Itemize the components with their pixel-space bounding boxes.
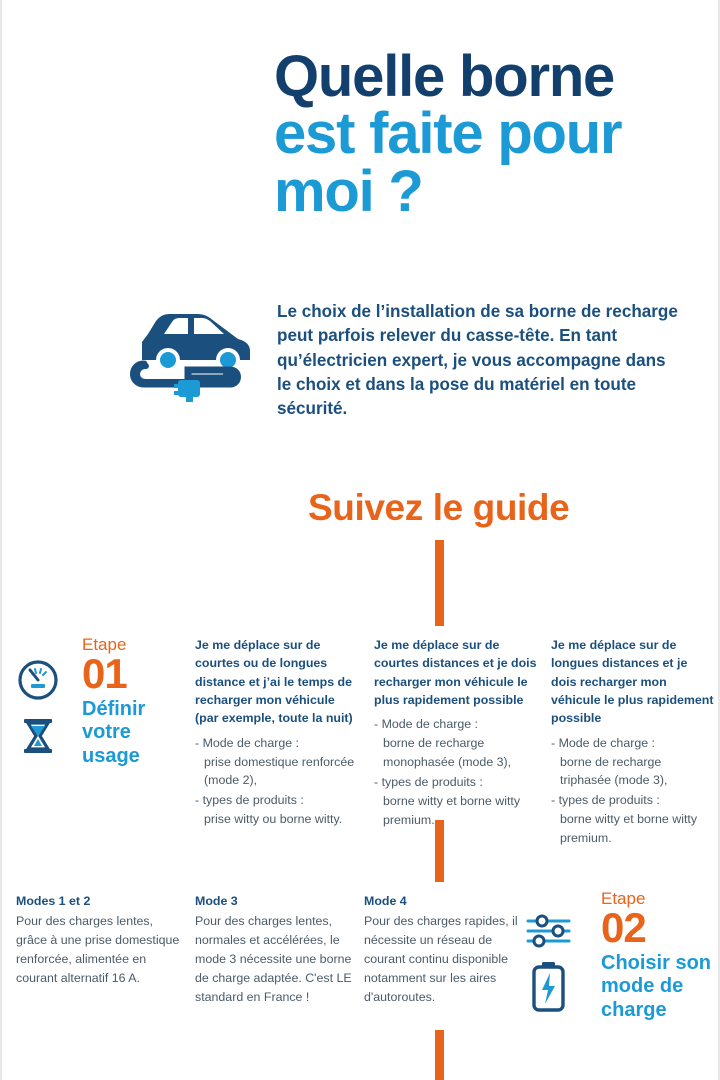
usage-column-2-list — [374, 715, 537, 829]
list-item: - Mode de charge : borne de recharge monophasée (mode 3), — [374, 717, 512, 770]
usage-column-2 — [374, 636, 537, 831]
step-block-02 — [525, 890, 711, 1023]
list-item: - Mode de charge : prise domestique renforcée (mode 2), — [195, 735, 355, 788]
usage-column-3-heading: Je me déplace sur de longues distances et je dois recharger mon véhicule le plus rapidement possible — [551, 638, 714, 726]
step-01-title: Définir votre usage — [82, 697, 146, 768]
list-item: - types de produits : borne witty et borne witty premium. — [551, 793, 698, 846]
list-item: - types de produits : prise witty ou borne witty. — [195, 793, 343, 827]
mode-column-3 — [364, 892, 530, 1007]
step-block-01 — [16, 636, 172, 769]
electric-car-plug-icon — [126, 296, 262, 402]
mode-column-3-body: Pour des charges rapides, il nécessite un réseau de courant continu disponible notamment sur les aires d'autoroutes. — [364, 913, 518, 1004]
page-title-line-1: Quelle borne — [274, 44, 615, 109]
mode-column-3-heading: Mode 4 — [364, 894, 407, 908]
list-item: - types de produits : borne witty et borne witty premium. — [374, 774, 521, 827]
usage-column-1-list — [195, 734, 358, 829]
step-01-label: Etape — [82, 635, 127, 654]
guide-heading: Suivez le guide — [308, 487, 570, 528]
usage-column-3-list — [551, 734, 714, 848]
usage-column-3 — [551, 636, 714, 849]
gauge-icon — [16, 658, 60, 702]
step-02-number: 02 — [601, 904, 646, 951]
sliders-icon — [525, 914, 575, 948]
step-01-number: 01 — [82, 650, 127, 697]
intro-paragraph: Le choix de l’installation de sa borne de recharge peut parfois relever du casse-tête. En tant qu’électricien expert, je vous accompagne dans le choix et dans la pose du matériel en toute sécurité. — [277, 302, 678, 419]
step-02-title: Choisir son mode de charge — [601, 951, 712, 1022]
mode-column-2-heading: Mode 3 — [195, 894, 238, 908]
mode-column-2-body: Pour des charges lentes, normales et accélérées, le mode 3 nécessite une borne de charge adaptée. C'est LE standard en France ! — [195, 913, 352, 1004]
page-title-line-3: moi ? — [274, 158, 423, 224]
usage-column-1-heading: Je me déplace sur de courtes ou de longues distance et j’ai le temps de recharger mon véhicule (par exemple, toute la nuit) — [195, 638, 353, 726]
mode-column-2 — [195, 892, 361, 1007]
page-title — [274, 44, 704, 224]
flow-connector-top — [435, 540, 444, 626]
flow-connector-bottom — [435, 1030, 444, 1080]
usage-column-2-heading: Je me déplace sur de courtes distances et je dois recharger mon véhicule le plus rapidement possible — [374, 638, 537, 708]
step-01-icons — [16, 658, 66, 758]
battery-charge-icon — [525, 960, 575, 1012]
mode-column-1 — [16, 892, 182, 988]
step-02-label: Etape — [601, 889, 646, 908]
mode-column-1-heading: Modes 1 et 2 — [16, 894, 91, 908]
mode-column-1-body: Pour des charges lentes, grâce à une prise domestique renforcée, alimentée en courant alternatif 16 A. — [16, 913, 180, 985]
hourglass-icon — [16, 714, 60, 758]
step-02-icons — [525, 914, 575, 1012]
list-item: - Mode de charge : borne de recharge triphasée (mode 3), — [551, 735, 668, 788]
usage-column-1 — [195, 636, 358, 830]
page-title-line-2: est faite pour — [274, 101, 622, 167]
